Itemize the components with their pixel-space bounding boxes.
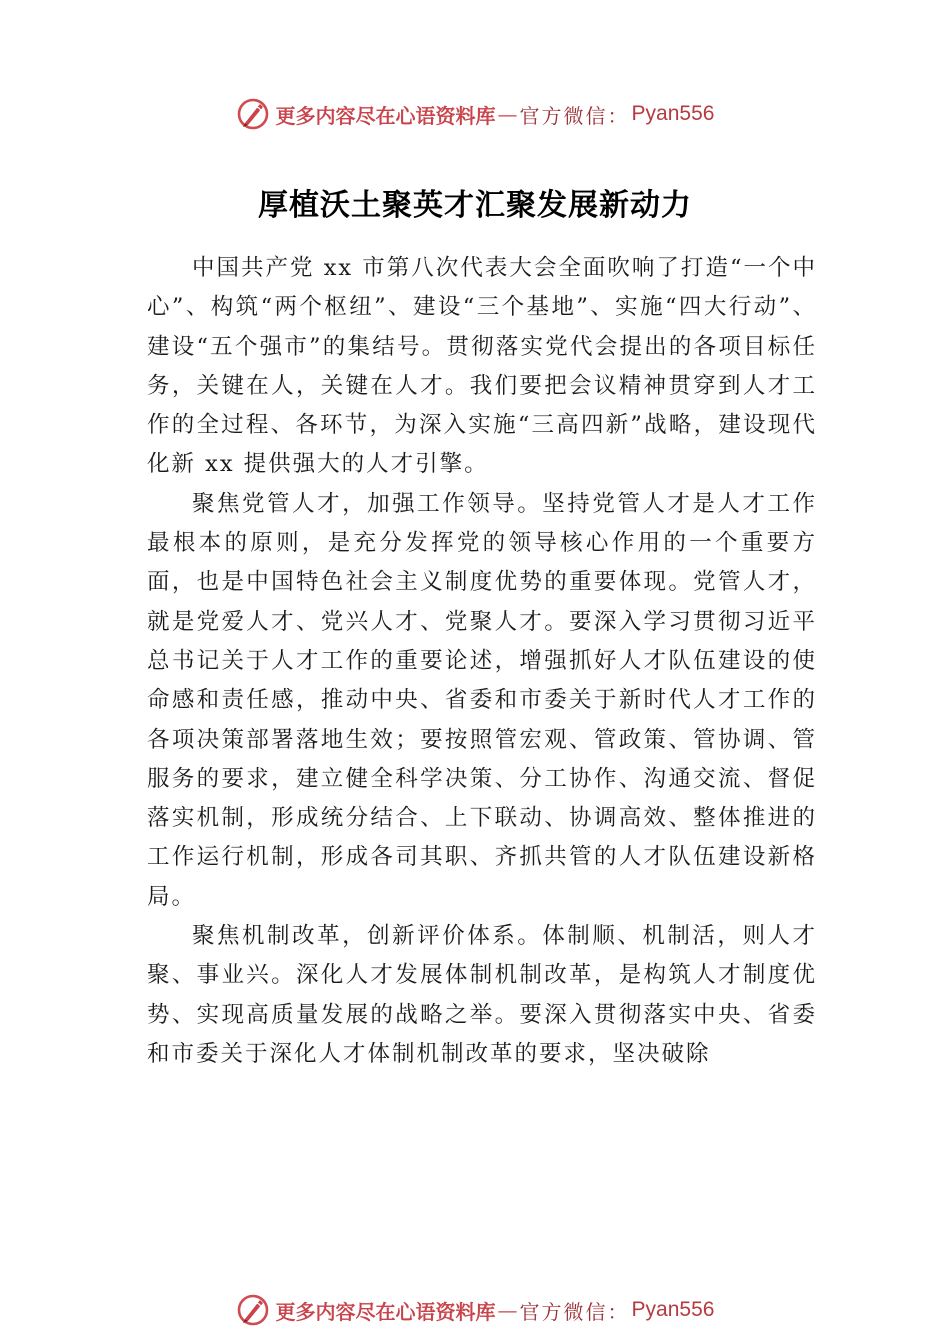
banner-wechat-id: Pyan556 (631, 1298, 715, 1321)
banner-slogan: 更多内容尽在心语资料库 (275, 103, 496, 128)
banner-slogan: 更多内容尽在心语资料库 (275, 1299, 496, 1324)
banner-wechat-id: Pyan556 (631, 102, 715, 125)
document-body (147, 249, 817, 1074)
paragraph: 中国共产党 xx 市第八次代表大会全面吹响了打造“一个中心”、构筑“两个枢纽”、建设“三个基地”、实施“四大行动”、建设“五个强市”的集结号。贯彻落实党代会提出的各项目标任务，关键在人，关键在人才。我们要把会议精神贯穿到人才工作的全过程、各环节，为深入实施“三高四新”战略，建设现代化新 xx 提供强大的人才引擎。 (147, 255, 817, 478)
quill-pen-seal-icon (236, 97, 270, 131)
quill-pen-seal-icon (236, 1293, 270, 1327)
document-title: 厚植沃土聚英才汇聚发展新动力 (258, 188, 692, 223)
banner-official-label: 官方微信： (519, 1299, 630, 1324)
footer-banner (0, 1290, 950, 1330)
paragraph: 聚焦机制改革，创新评价体系。体制顺、机制活，则人才聚、事业兴。深化人才发展体制机制改革，是构筑人才制度优势、实现高质量发展的战略之举。要深入贯彻落实中央、省委和市委关于深化人才体制机制改革的要求，坚决破除 (147, 923, 817, 1067)
paragraph: 聚焦党管人才，加强工作领导。坚持党管人才是人才工作最根本的原则，是充分发挥党的领导核心作用的一个重要方面，也是中国特色社会主义制度优势的重要体现。党管人才，就是党爱人才、党兴人才、党聚人才。要深入学习贯彻习近平总书记关于人才工作的重要论述，增强抓好人才队伍建设的使命感和责任感，推动中央、省委和市委关于新时代人才工作的各项决策部署落地生效；要按照管宏观、管政策、管协调、管服务的要求，建立健全科学决策、分工协作、沟通交流、督促落实机制，形成统分结合、上下联动、协调高效、整体推进的工作运行机制，形成各司其职、齐抓共管的人才队伍建设新格局。 (147, 490, 817, 910)
banner-dash: — (497, 1298, 518, 1322)
banner-official-label: 官方微信： (519, 103, 630, 128)
banner-dash: — (497, 102, 518, 126)
header-banner (0, 94, 950, 134)
